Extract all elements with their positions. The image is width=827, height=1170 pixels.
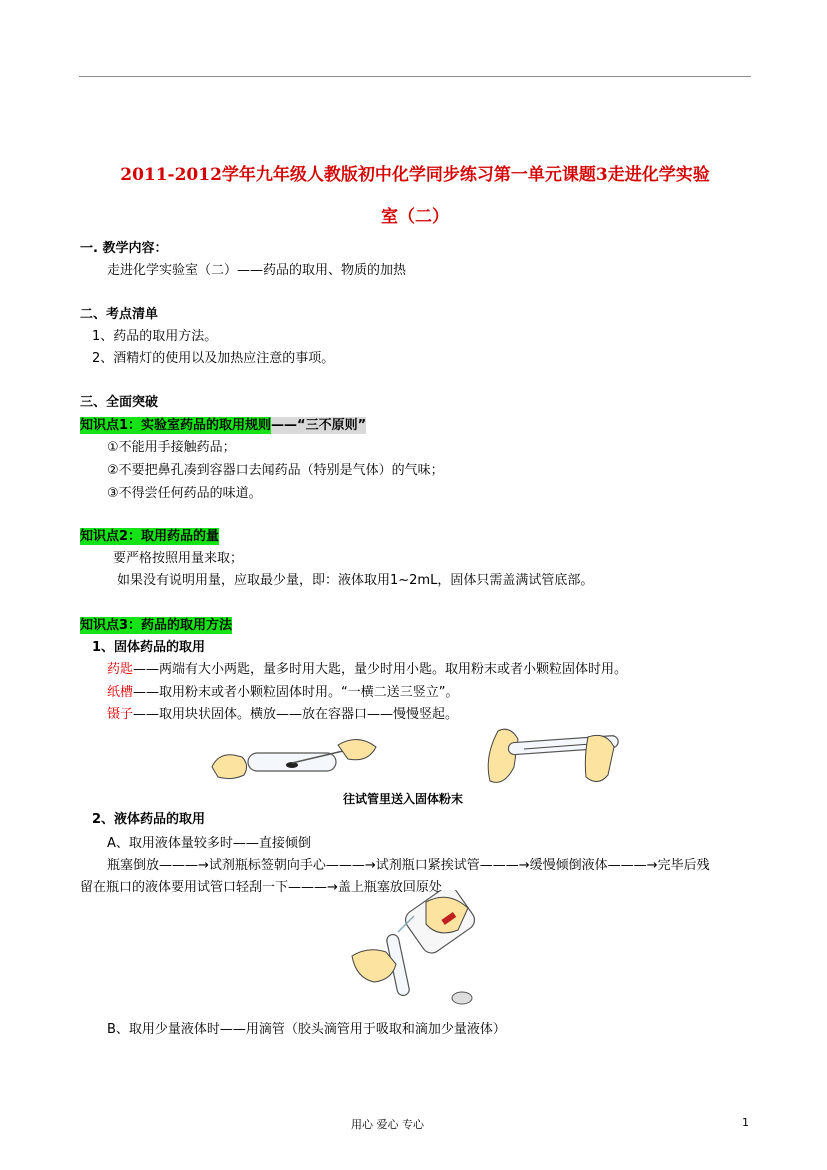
tube-with-paper-trough-drawing xyxy=(488,729,618,782)
kp2-title xyxy=(80,525,219,544)
solid-item-term: 镊子 xyxy=(107,707,134,722)
kp1-item-2: ②不要把鼻孔凑到容器口去闻药品（特别是气体）的气味； xyxy=(107,463,444,478)
pouring-liquid-figure xyxy=(338,890,488,1012)
page-number: 1 xyxy=(742,1116,749,1129)
solid-item-3 xyxy=(107,703,458,722)
solid-item-2 xyxy=(107,681,459,700)
kp1-title xyxy=(80,414,366,433)
solid-heading: 1、固体药品的取用 xyxy=(92,640,206,655)
section2-heading: 二、考点清单 xyxy=(80,307,159,322)
pouring-liquid-illustration xyxy=(338,890,488,1012)
section3-heading: 三、全面突破 xyxy=(80,395,159,410)
section2-item-1: 1、药品的取用方法。 xyxy=(92,329,218,344)
footer-text: 用心 爱心 专心 xyxy=(351,1118,424,1131)
section1-heading: 一. 教学内容： xyxy=(80,241,168,256)
test-tube-drawing xyxy=(352,916,414,997)
liquid-a-heading: A、取用液体量较多时——直接倾倒 xyxy=(107,836,311,851)
kp1-item-1: ①不能用手接触药品； xyxy=(107,440,236,455)
kp2-item-1: 要严格按照用量来取； xyxy=(113,551,244,566)
figure-caption: 往试管里送入固体粉末 xyxy=(343,792,464,806)
solid-item-text: ——两端有大小两匙，量多时用大匙，量少时用小匙。取用粉末或者小颗粒固体时用。 xyxy=(133,662,628,677)
solid-item-term: 纸槽 xyxy=(107,685,134,700)
kp3-title xyxy=(80,614,232,633)
kp2-label: 知识点2：取用药品的量 xyxy=(80,529,220,544)
document-title-line1: 2011-2012学年九年级人教版初中化学同步练习第一单元课题3走进化学实验 xyxy=(120,165,710,185)
section2-item-2: 2、酒精灯的使用以及加热应注意的事项。 xyxy=(92,351,335,366)
kp1-item-3: ③不得尝任何药品的味道。 xyxy=(107,486,262,501)
solid-item-term: 药匙 xyxy=(107,662,134,677)
liquid-b-text: B、取用少量液体时——用滴管（胶头滴管用于吸取和滴加少量液体） xyxy=(107,1022,506,1037)
kp1-label: 知识点1：实验室药品的取用规则 xyxy=(80,418,272,433)
document-title-line2: 室（二） xyxy=(381,207,449,227)
kp3-label: 知识点3：药品的取用方法 xyxy=(80,618,233,633)
kp2-item-2: 如果没有说明用量，应取最少量，即：液体取用1~2mL，固体只需盖满试管底部。 xyxy=(117,573,594,588)
solid-item-1 xyxy=(107,658,627,677)
section1-text: 走进化学实验室（二）——药品的取用、物质的加热 xyxy=(107,263,407,278)
liquid-heading: 2、液体药品的取用 xyxy=(92,812,206,827)
tube-with-spoon-drawing xyxy=(212,739,376,778)
solid-item-text: ——取用块状固体。横放——放在容器口——慢慢竖起。 xyxy=(133,707,459,722)
bottle-stopper-drawing xyxy=(452,992,472,1004)
solid-item-text: ——取用粉末或者小颗粒固体时用。“一横二送三竖立”。 xyxy=(133,685,459,700)
liquid-a-steps-line2: 留在瓶口的液体要用试管口轻刮一下———→盖上瓶塞放回原处 xyxy=(80,880,442,895)
liquid-a-steps-line1: 瓶塞倒放———→试剂瓶标签朝向手心———→试剂瓶口紧挨试管———→缓慢倾倒液体———→完毕后残 xyxy=(107,858,710,873)
reagent-bottle-drawing xyxy=(402,890,479,957)
header-rule xyxy=(79,76,751,77)
kp1-suffix: ——“三不原则” xyxy=(271,418,367,433)
